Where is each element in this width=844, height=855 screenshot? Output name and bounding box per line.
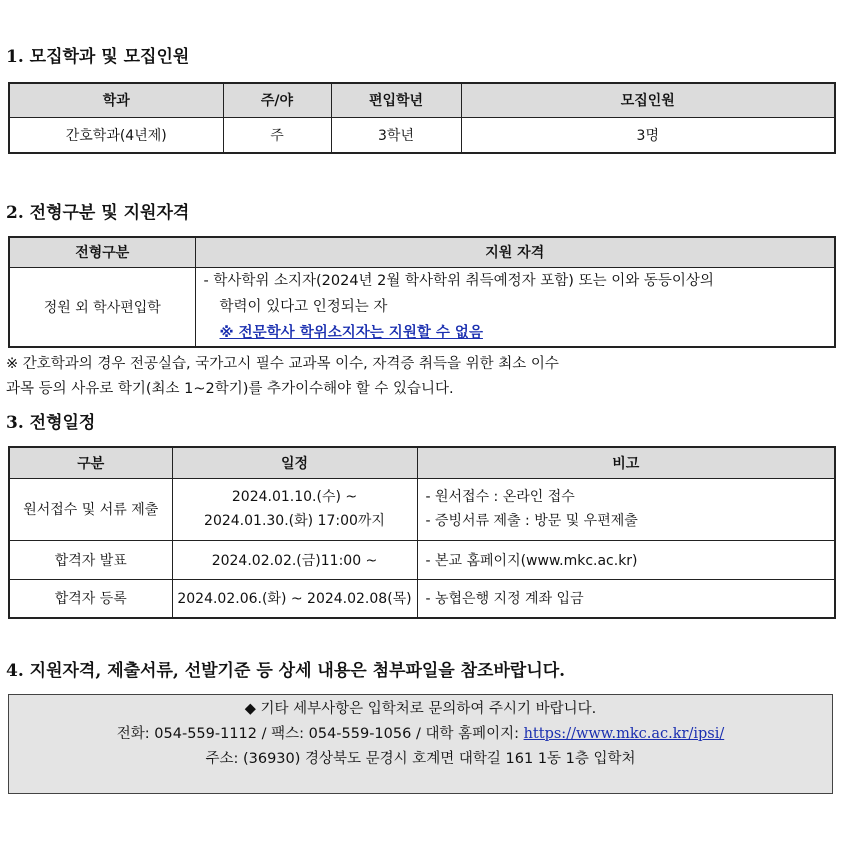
table-row [9, 478, 835, 540]
cell-qualification [195, 267, 835, 347]
schedule-name: 원서접수 및 서류 제출 [9, 478, 172, 540]
schedule-date [172, 478, 417, 540]
col-header-quota: 모집인원 [461, 83, 835, 117]
homepage-link[interactable]: https://www.mkc.ac.kr/ipsi/ [523, 726, 725, 742]
col-header-remarks: 비고 [417, 447, 835, 478]
schedule-name: 합격자 발표 [9, 540, 172, 579]
col-header-grade: 편입학년 [331, 83, 461, 117]
nursing-note-line-2: 과목 등의 사유로 학기(최소 1~2학기)를 추가이수해야 할 수 있습니다. [6, 381, 454, 397]
col-header-daynight: 주/야 [223, 83, 331, 117]
contact-phone-fax: 전화: 054-559-1112 / 팩스: 054-559-1056 / 대학 홈페이지: [116, 726, 524, 742]
schedule-remark [417, 478, 835, 540]
table-row [9, 540, 835, 579]
section-4-title: 4. 지원자격, 제출서류, 선발기준 등 상세 내용은 첨부파일을 참조바랍니다. [6, 661, 566, 681]
col-header-category: 구분 [9, 447, 172, 478]
contact-box [8, 694, 833, 794]
cell-admission-type: 정원 외 학사편입학 [9, 267, 195, 347]
col-header-schedule: 일정 [172, 447, 417, 478]
qualification-line-2: 학력이 있다고 인정되는 자 [219, 298, 388, 315]
schedule-remark-line: - 증빙서류 제출 : 방문 및 우편제출 [425, 513, 638, 529]
schedule-remark-line: - 원서접수 : 온라인 접수 [425, 489, 575, 505]
table-row [9, 579, 835, 618]
section-1-title: 1. 모집학과 및 모집인원 [6, 47, 190, 67]
recruitment-table [8, 82, 836, 154]
qualification-warning: ※ 전문학사 학위소지자는 지원할 수 없음 [219, 324, 483, 341]
schedule-date-line: 2024.01.30.(화) 17:00까지 [204, 513, 385, 529]
cell-dept: 간호학과(4년제) [9, 117, 223, 153]
schedule-name: 합격자 등록 [9, 579, 172, 618]
contact-line-1: ◆ 기타 세부사항은 입학처로 문의하여 주시기 바랍니다. [244, 701, 597, 717]
contact-line-2 [9, 722, 832, 747]
cell-quota: 3명 [461, 117, 835, 153]
qualification-table [8, 236, 836, 348]
section-2-title: 2. 전형구분 및 지원자격 [6, 203, 190, 223]
schedule-remark: - 본교 홈페이지(www.mkc.ac.kr) [417, 540, 835, 579]
nursing-note-line-1: ※ 간호학과의 경우 전공실습, 국가고시 필수 교과목 이수, 자격증 취득을 위한 최소 이수 [6, 356, 559, 372]
col-header-dept: 학과 [9, 83, 223, 117]
section-3-title: 3. 전형일정 [6, 413, 96, 433]
schedule-date-line: 2024.01.10.(수) ~ [231, 489, 358, 505]
col-header-qualification: 지원 자격 [195, 237, 835, 267]
schedule-remark: - 농협은행 지정 계좌 입금 [417, 579, 835, 618]
cell-daynight: 주 [223, 117, 331, 153]
col-header-type: 전형구분 [9, 237, 195, 267]
schedule-date: 2024.02.02.(금)11:00 ~ [172, 540, 417, 579]
schedule-table [8, 446, 836, 619]
cell-grade: 3학년 [331, 117, 461, 153]
schedule-date: 2024.02.06.(화) ~ 2024.02.08(목) [172, 579, 417, 618]
contact-address: 주소: (36930) 경상북도 문경시 호계면 대학길 161 1동 1층 입학처 [205, 751, 636, 767]
qualification-line-1: - 학사학위 소지자(2024년 2월 학사학위 취득예정자 포함) 또는 이와 동등이상의 [203, 272, 714, 289]
